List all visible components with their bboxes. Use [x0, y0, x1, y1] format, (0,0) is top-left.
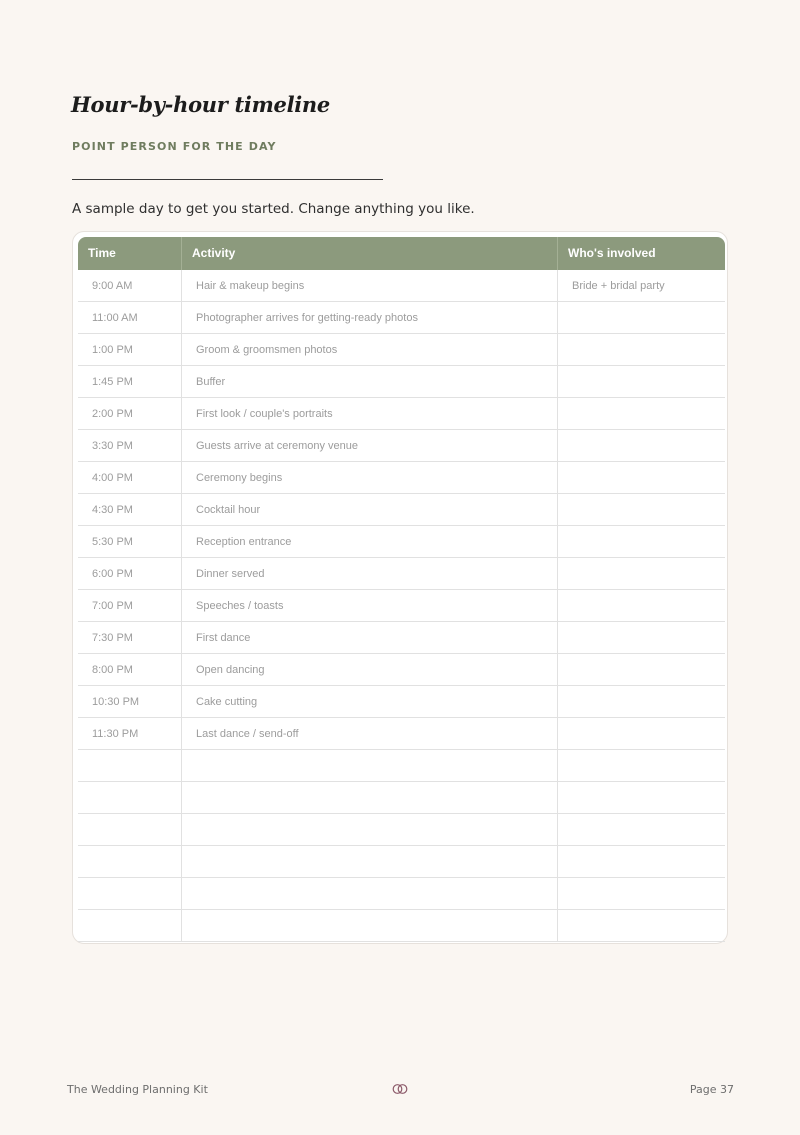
- cell-activity[interactable]: [181, 846, 557, 877]
- cell-who[interactable]: [557, 398, 725, 429]
- table-row: [78, 462, 725, 494]
- cell-time[interactable]: [78, 814, 181, 845]
- page-title: Hour-by-hour timeline: [71, 92, 330, 117]
- cell-time[interactable]: 9:00 AM: [92, 280, 133, 292]
- table-row: [78, 878, 725, 910]
- cell-activity[interactable]: [181, 750, 557, 781]
- table-row: [78, 558, 725, 590]
- cell-activity[interactable]: Dinner served: [181, 558, 557, 589]
- cell-time[interactable]: 11:00 AM: [92, 312, 138, 324]
- cell-who[interactable]: [557, 526, 725, 557]
- cell-time[interactable]: 3:30 PM: [92, 440, 133, 452]
- cell-time[interactable]: [78, 910, 181, 941]
- cell-who[interactable]: [557, 782, 725, 813]
- cell-activity[interactable]: Speeches / toasts: [181, 590, 557, 621]
- cell-activity[interactable]: [181, 910, 557, 941]
- cell-time[interactable]: 7:30 PM: [92, 632, 133, 644]
- cell-who[interactable]: [557, 686, 725, 717]
- cell-activity[interactable]: Groom & groomsmen photos: [181, 334, 557, 365]
- point-person-label: POINT PERSON FOR THE DAY: [72, 140, 277, 153]
- footer-page-number: Page 37: [689, 1083, 734, 1096]
- cell-who[interactable]: [557, 814, 725, 845]
- cell-time[interactable]: 10:30 PM: [92, 696, 140, 708]
- cell-time[interactable]: [78, 750, 181, 781]
- cell-activity[interactable]: Buffer: [181, 366, 557, 397]
- cell-who[interactable]: [557, 846, 725, 877]
- cell-time[interactable]: [78, 782, 181, 813]
- table-row: [78, 302, 725, 334]
- table-row: [78, 814, 725, 846]
- cell-time[interactable]: 6:00 PM: [92, 568, 133, 580]
- cell-time[interactable]: 2:00 PM: [92, 408, 133, 420]
- cell-activity[interactable]: First dance: [181, 622, 557, 653]
- table-row: [78, 654, 725, 686]
- cell-time[interactable]: 8:00 PM: [92, 664, 133, 676]
- cell-time[interactable]: [78, 878, 181, 909]
- cell-who[interactable]: [557, 334, 725, 365]
- cell-who[interactable]: [557, 654, 725, 685]
- cell-who[interactable]: [557, 462, 725, 493]
- table-row: [78, 270, 725, 302]
- timeline-table: [78, 237, 725, 942]
- cell-activity[interactable]: Cocktail hour: [181, 494, 557, 525]
- cell-activity[interactable]: Reception entrance: [181, 526, 557, 557]
- header-activity: Activity: [181, 237, 557, 270]
- cell-who[interactable]: [557, 302, 725, 333]
- table-row: [78, 366, 725, 398]
- header-time: Time: [88, 246, 116, 260]
- cell-who[interactable]: [557, 718, 725, 749]
- table-row: [78, 398, 725, 430]
- rings-icon: [392, 1083, 408, 1095]
- cell-who[interactable]: [557, 622, 725, 653]
- table-row: [78, 430, 725, 462]
- cell-activity[interactable]: Photographer arrives for getting-ready photos: [181, 302, 557, 333]
- table-row: [78, 718, 725, 750]
- cell-who[interactable]: [557, 750, 725, 781]
- intro-text: A sample day to get you started. Change anything you like.: [72, 201, 475, 217]
- cell-who[interactable]: [557, 366, 725, 397]
- cell-who[interactable]: [557, 430, 725, 461]
- footer-kit-title: The Wedding Planning Kit: [67, 1083, 208, 1096]
- cell-time[interactable]: 7:00 PM: [92, 600, 133, 612]
- cell-activity[interactable]: [181, 814, 557, 845]
- cell-who[interactable]: [557, 878, 725, 909]
- cell-activity[interactable]: [181, 878, 557, 909]
- table-row: [78, 750, 725, 782]
- timeline-table-card: [72, 231, 728, 944]
- cell-who[interactable]: Bride + bridal party: [557, 270, 725, 301]
- table-header: [78, 237, 725, 270]
- cell-who[interactable]: [557, 910, 725, 941]
- cell-activity[interactable]: First look / couple's portraits: [181, 398, 557, 429]
- table-row: [78, 910, 725, 942]
- table-body: [78, 270, 725, 942]
- cell-who[interactable]: [557, 558, 725, 589]
- table-row: [78, 494, 725, 526]
- table-row: [78, 686, 725, 718]
- cell-time[interactable]: 4:00 PM: [92, 472, 133, 484]
- cell-who[interactable]: [557, 494, 725, 525]
- cell-time[interactable]: 11:30 PM: [92, 728, 139, 740]
- cell-activity[interactable]: Cake cutting: [181, 686, 557, 717]
- header-who: Who's involved: [557, 237, 725, 270]
- cell-activity[interactable]: Last dance / send-off: [181, 718, 557, 749]
- cell-activity[interactable]: [181, 782, 557, 813]
- table-row: [78, 846, 725, 878]
- cell-time[interactable]: 1:00 PM: [92, 344, 133, 356]
- cell-who[interactable]: [557, 590, 725, 621]
- cell-time[interactable]: 1:45 PM: [92, 376, 133, 388]
- table-row: [78, 590, 725, 622]
- cell-activity[interactable]: Hair & makeup begins: [181, 270, 557, 301]
- cell-activity[interactable]: Open dancing: [181, 654, 557, 685]
- cell-time[interactable]: 5:30 PM: [92, 536, 133, 548]
- cell-time[interactable]: [78, 846, 181, 877]
- cell-time[interactable]: 4:30 PM: [92, 504, 133, 516]
- table-row: [78, 526, 725, 558]
- cell-activity[interactable]: Ceremony begins: [181, 462, 557, 493]
- table-row: [78, 782, 725, 814]
- table-row: [78, 622, 725, 654]
- table-row: [78, 334, 725, 366]
- point-person-input-line[interactable]: [72, 179, 383, 180]
- cell-activity[interactable]: Guests arrive at ceremony venue: [181, 430, 557, 461]
